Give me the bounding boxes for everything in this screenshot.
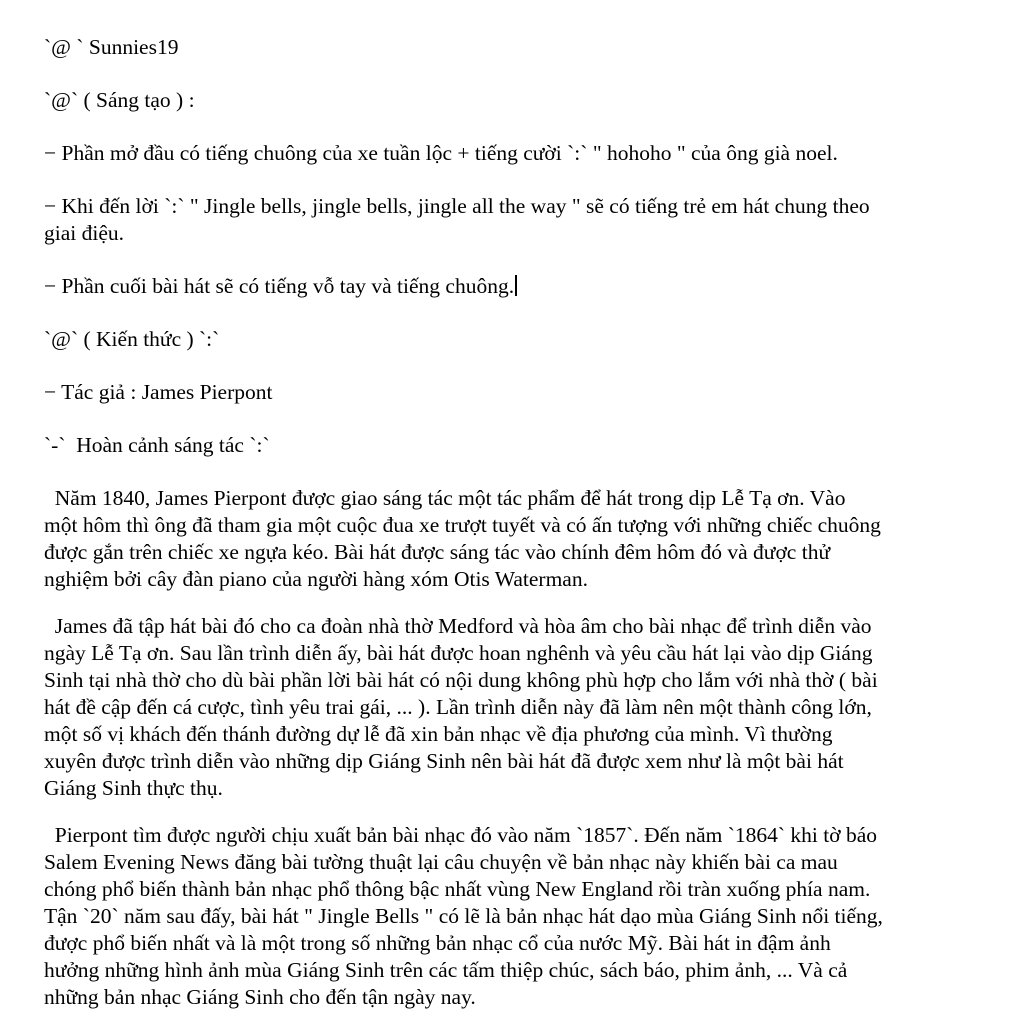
paragraph-1840-line: nghiệm bởi cây đàn piano của người hàng xóm Otis Waterman. — [44, 567, 588, 591]
section-heading-kien-thuc — [44, 326, 986, 353]
paragraph-1840 — [44, 485, 986, 593]
note-jingle-lyrics-line: − Khi đến lời `:` " Jingle bells, jingle bells, jingle all the way " sẽ có tiếng trẻ em hát chung theo — [44, 194, 870, 218]
paragraph-medford — [44, 613, 986, 802]
note-opening-sounds — [44, 140, 986, 167]
paragraph-publication-line: Salem Evening News đăng bài tường thuật lại câu chuyện về bản nhạc này khiến bài ca mau — [44, 850, 838, 874]
paragraph-publication-line: những bản nhạc Giáng Sinh cho đến tận ngày nay. — [44, 985, 476, 1009]
author-line — [44, 379, 986, 406]
paragraph-publication-line: hưởng những hình ảnh mùa Giáng Sinh trên các tấm thiệp chúc, sách báo, phim ảnh, ... Và cả — [44, 958, 848, 982]
note-ending-sounds — [44, 273, 986, 300]
text-cursor — [515, 275, 517, 296]
section-heading-sang-tao-line: `@` ( Sáng tạo ) : — [44, 88, 195, 112]
context-heading-line: `-` Hoàn cảnh sáng tác `:` — [44, 433, 270, 457]
paragraph-medford-line: James đã tập hát bài đó cho ca đoàn nhà thờ Medford và hòa âm cho bài nhạc để trình diễn vào — [44, 614, 872, 638]
paragraph-1840-line: một hôm thì ông đã tham gia một cuộc đua xe trượt tuyết và có ấn tượng với những chiếc chuông — [44, 513, 881, 537]
note-jingle-lyrics — [44, 193, 986, 247]
author-line-line: − Tác giả : James Pierpont — [44, 380, 273, 404]
paragraph-publication-line: Pierpont tìm được người chịu xuất bản bài nhạc đó vào năm `1857`. Đến năm `1864` khi tờ báo — [44, 823, 878, 847]
paragraph-publication-line: chóng phổ biến thành bản nhạc phổ thông bậc nhất vùng New England rồi tràn xuống phía nam. — [44, 877, 871, 901]
paragraph-medford-line: Giáng Sinh thực thụ. — [44, 776, 223, 800]
paragraph-medford-line: một số vị khách đến thánh đường dự lễ đã xin bản nhạc về địa phương của mình. Vì thường — [44, 722, 833, 746]
paragraph-1840-line: Năm 1840, James Pierpont được giao sáng tác một tác phẩm để hát trong dịp Lễ Tạ ơn. Vào — [44, 486, 846, 510]
paragraph-1840-line: được gắn trên chiếc xe ngựa kéo. Bài hát được sáng tác vào chính đêm hôm đó và được thử — [44, 540, 831, 564]
paragraph-publication-line: Tận `20` năm sau đấy, bài hát " Jingle Bells " có lẽ là bản nhạc hát dạo mùa Giáng Sinh nổi tiếng, — [44, 904, 883, 928]
note-jingle-lyrics-line: giai điệu. — [44, 221, 125, 245]
paragraph-medford-line: ngày Lễ Tạ ơn. Sau lần trình diễn ấy, bài hát được hoan nghênh và yêu cầu hát lại vào dịp Giáng — [44, 641, 873, 665]
note-opening-sounds-line: − Phần mở đầu có tiếng chuông của xe tuần lộc + tiếng cười `:` " hohoho " của ông già noel. — [44, 141, 838, 165]
note-ending-sounds-line: − Phần cuối bài hát sẽ có tiếng vỗ tay và tiếng chuông. — [44, 273, 986, 300]
context-heading — [44, 432, 986, 459]
username-line-line: `@ ` Sunnies19 — [44, 35, 179, 59]
paragraph-publication-line: được phổ biến nhất và là một trong số những bản nhạc cổ của nước Mỹ. Bài hát in đậm ảnh — [44, 931, 831, 955]
section-heading-sang-tao — [44, 87, 986, 114]
paragraph-medford-line: hát đề cập đến cá cược, tình yêu trai gái, ... ). Lần trình diễn này đã làm nên một thành công lớn, — [44, 695, 872, 719]
username-line — [44, 34, 986, 61]
paragraph-publication — [44, 822, 986, 1011]
section-heading-kien-thuc-line: `@` ( Kiến thức ) `:` — [44, 327, 220, 351]
paragraph-medford-line: Sinh tại nhà thờ cho dù bài phần lời bài hát có nội dung không phù hợp cho lắm với nhà thờ ( bài — [44, 668, 878, 692]
paragraph-medford-line: xuyên được trình diễn vào những dịp Giáng Sinh nên bài hát đã được xem như là một bài hát — [44, 749, 844, 773]
